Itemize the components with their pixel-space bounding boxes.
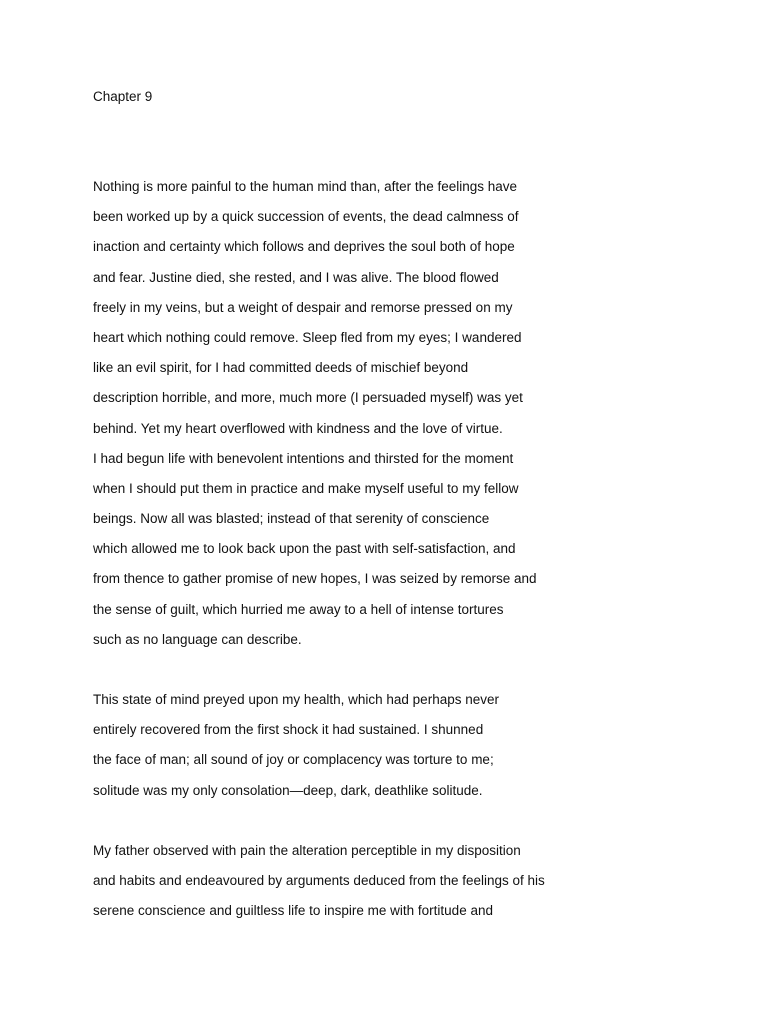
text-line: I had begun life with benevolent intentions and thirsted for the moment bbox=[93, 450, 514, 466]
text-line: the face of man; all sound of joy or complacency was torture to me; bbox=[93, 752, 494, 768]
text-line: like an evil spirit, for I had committed deeds of mischief beyond bbox=[93, 360, 469, 376]
text-line: heart which nothing could remove. Sleep fled from my eyes; I wandered bbox=[93, 329, 522, 345]
text-line: This state of mind preyed upon my health, which had perhaps never bbox=[93, 692, 499, 707]
chapter-title: Chapter 9 bbox=[93, 89, 153, 104]
text-line: Nothing is more painful to the human mind than, after the feelings have bbox=[93, 179, 518, 194]
text-line: and habits and endeavoured by arguments deduced from the feelings of his bbox=[93, 873, 545, 889]
text-line: been worked up by a quick succession of events, the dead calmness of bbox=[93, 209, 519, 225]
paragraph-2 bbox=[93, 690, 499, 811]
text-line: freely in my veins, but a weight of despair and remorse pressed on my bbox=[93, 299, 513, 315]
text-line: which allowed me to look back upon the past with self-satisfaction, and bbox=[93, 541, 516, 557]
text-line: entirely recovered from the first shock it had sustained. I shunned bbox=[93, 722, 484, 738]
text-line: beings. Now all was blasted; instead of that serenity of conscience bbox=[93, 511, 490, 527]
text-line: and fear. Justine died, she rested, and I was alive. The blood flowed bbox=[93, 269, 499, 285]
text-line: when I should put them in practice and make myself useful to my fellow bbox=[93, 480, 519, 496]
text-line: behind. Yet my heart overflowed with kindness and the love of virtue. bbox=[93, 420, 503, 436]
text-line: the sense of guilt, which hurried me away to a hell of intense tortures bbox=[93, 601, 504, 617]
text-line: My father observed with pain the alteration perceptible in my disposition bbox=[93, 843, 521, 858]
text-line: from thence to gather promise of new hopes, I was seized by remorse and bbox=[93, 571, 537, 587]
text-line: such as no language can describe. bbox=[93, 631, 302, 647]
text-line: description horrible, and more, much more (I persuaded myself) was yet bbox=[93, 390, 523, 406]
text-line: inaction and certainty which follows and deprives the soul both of hope bbox=[93, 239, 515, 255]
text-line: serene conscience and guiltless life to inspire me with fortitude and bbox=[93, 903, 493, 919]
paragraph-3 bbox=[93, 841, 545, 932]
paragraph-1 bbox=[93, 177, 536, 660]
text-line: solitude was my only consolation—deep, dark, deathlike solitude. bbox=[93, 782, 483, 798]
